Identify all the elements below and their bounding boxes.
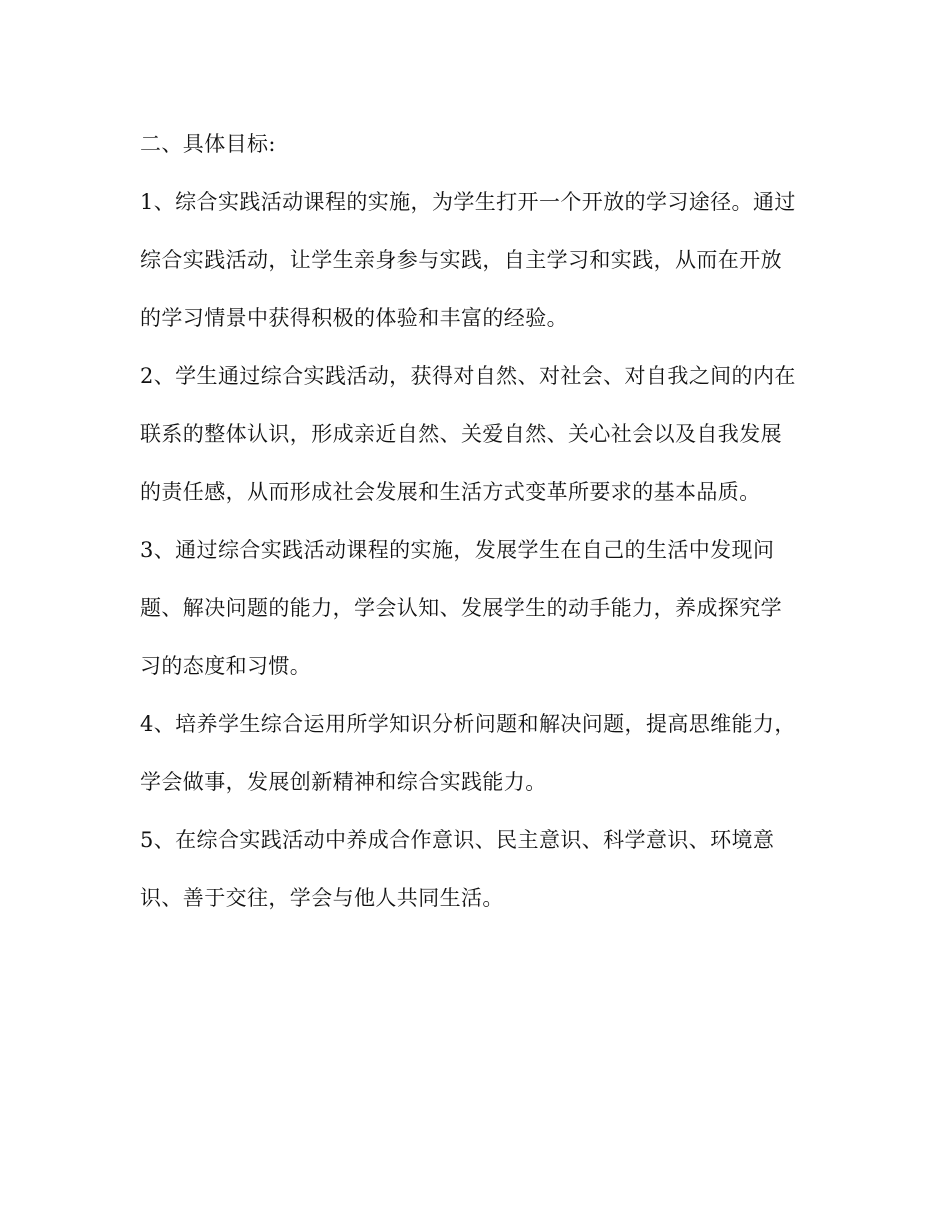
document-body	[140, 120, 812, 932]
section-heading: 二、具体目标:	[140, 132, 276, 156]
paragraph-3-line-2: 题、解决问题的能力，学会认知、发展学生的动手能力，养成探究学	[140, 596, 782, 620]
paragraph-4-line-2: 学会做事，发展创新精神和综合实践能力。	[140, 770, 547, 794]
paragraph-1-line-1: 1、综合实践活动课程的实施，为学生打开一个开放的学习途径。通过	[140, 190, 796, 214]
paragraph-2-line-2: 联系的整体认识，形成亲近自然、关爱自然、关心社会以及自我发展	[140, 422, 782, 446]
paragraph-2-line-1: 2、学生通过综合实践活动，获得对自然、对社会、对自我之间的内在	[140, 364, 796, 388]
paragraph-3-line-1: 3、通过综合实践活动课程的实施，发展学生在自己的生活中发现问	[140, 538, 775, 562]
paragraph-4-line-1: 4、培养学生综合运用所学知识分析问题和解决问题，提高思维能力，	[140, 712, 796, 736]
paragraph-5-line-1: 5、在综合实践活动中养成合作意识、民主意识、科学意识、环境意	[140, 828, 775, 852]
paragraph-1-line-2: 综合实践活动，让学生亲身参与实践，自主学习和实践，从而在开放	[140, 248, 782, 272]
paragraph-2-line-3: 的责任感，从而形成社会发展和生活方式变革所要求的基本品质。	[140, 480, 761, 504]
paragraph-3-line-3: 习的态度和习惯。	[140, 654, 312, 678]
paragraph-1-line-3: 的学习情景中获得积极的体验和丰富的经验。	[140, 306, 568, 330]
paragraph-5-line-2: 识、善于交往，学会与他人共同生活。	[140, 886, 504, 910]
